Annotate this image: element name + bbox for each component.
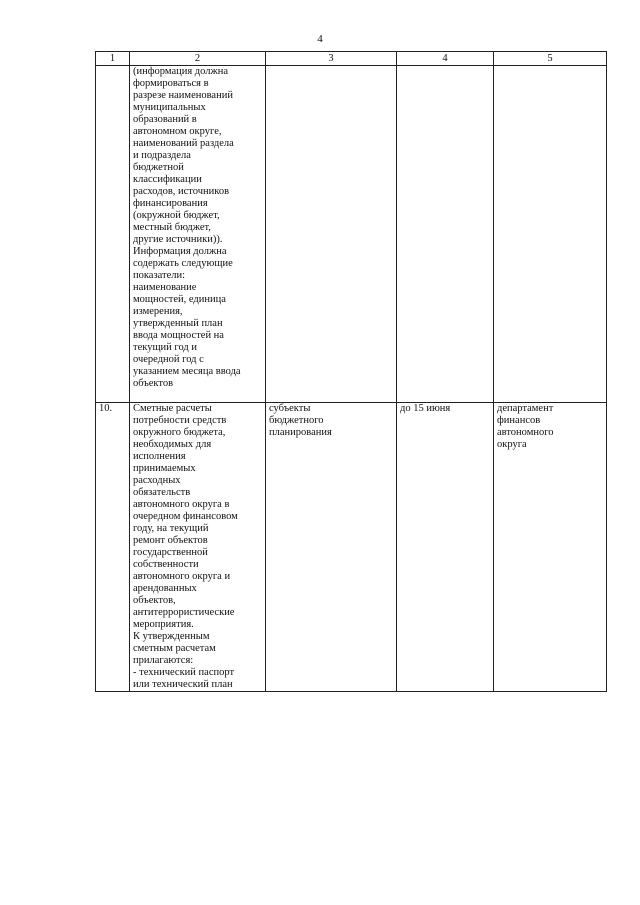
executor-cell xyxy=(266,66,397,403)
recipient-cell xyxy=(494,66,607,403)
column-header-3: 3 xyxy=(266,52,397,66)
page-number: 4 xyxy=(317,33,323,45)
description-cell xyxy=(130,66,266,403)
row-executor: субъекты бюджетного планирования xyxy=(269,403,332,438)
document-table xyxy=(95,51,607,692)
row-number-cell xyxy=(96,66,130,403)
deadline-cell xyxy=(397,66,494,403)
deadline-cell xyxy=(397,403,494,692)
row-number-cell xyxy=(96,403,130,692)
row-number: 10. xyxy=(99,403,113,414)
table-header-row xyxy=(96,52,607,66)
recipient-cell xyxy=(494,403,607,692)
column-header-5: 5 xyxy=(494,52,607,66)
executor-cell xyxy=(266,403,397,692)
row-description: Сметные расчеты потребности средств окружного бюджета, необходимых для исполнения принимаемых расходных обязательств автономного округа в очередном финансовом году, на текущий ремонт объектов государственной собственности автономного округа и арендованных объектов, антитеррористические мероприятия. К утвержденным сметным расчетам прилагаются: - технический паспорт или технический план xyxy=(133,403,238,690)
column-header-1: 1 xyxy=(96,52,130,66)
table-row xyxy=(96,66,607,403)
table-row xyxy=(96,403,607,692)
description-cell xyxy=(130,403,266,692)
column-header-4: 4 xyxy=(397,52,494,66)
row-recipient: департамент финансов автономного округа xyxy=(497,403,554,450)
column-header-2: 2 xyxy=(130,52,266,66)
row-description: (информация должна формироваться в разрезе наименований муниципальных образований в автономном округе, наименований раздела и подраздела бюджетной классификации расходов, источников финансирования (окружной бюджет, местный бюджет, другие источники)). Информация должна содержать следующие показатели: наименование мощностей, единица измерения, утвержденный план ввода мощностей на текущий год и очередной год с указанием месяца ввода объектов xyxy=(133,66,241,389)
row-deadline: до 15 июня xyxy=(400,403,451,414)
